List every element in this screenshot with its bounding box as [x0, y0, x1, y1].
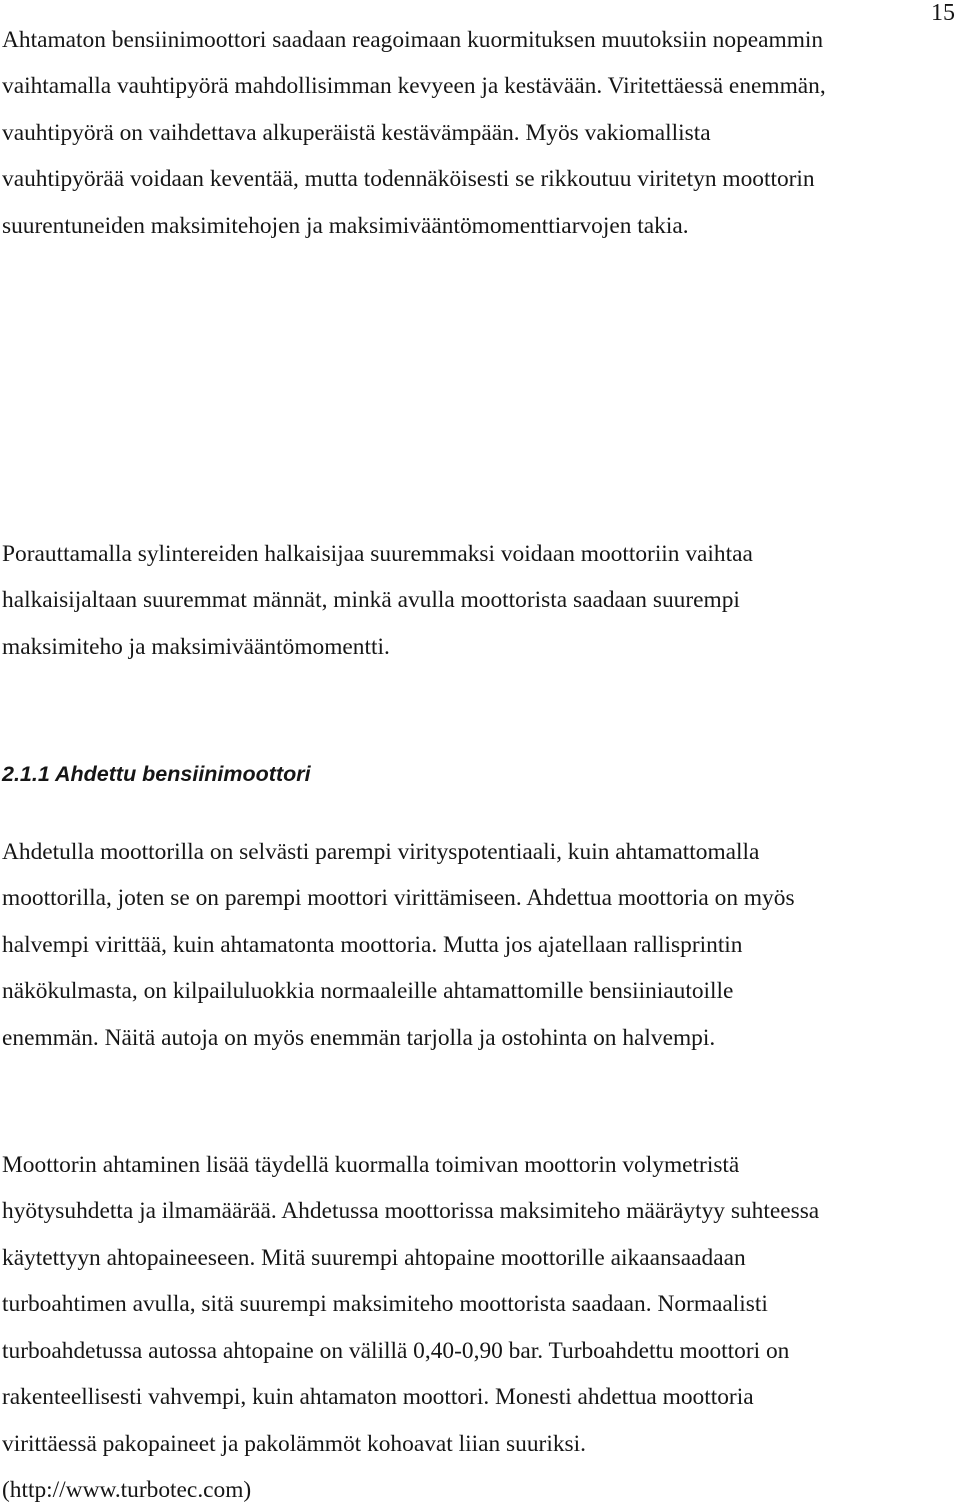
paragraph-4-line-5: turboahdetussa autossa ahtopaine on välillä 0,40-0,90 bar. Turboahdettu moottori on [2, 1338, 790, 1364]
paragraph-2-line-3: maksimiteho ja maksimivääntömomentti. [2, 634, 390, 660]
paragraph-4-line-7: virittäessä pakopaineet ja pakolämmöt kohoavat liian suuriksi. [2, 1431, 586, 1457]
paragraph-4-line-1: Moottorin ahtaminen lisää täydellä kuormalla toimivan moottorin volymetristä [2, 1152, 740, 1178]
paragraph-3-line-5: enemmän. Näitä autoja on myös enemmän tarjolla ja ostohinta on halvempi. [2, 1025, 716, 1051]
paragraph-1-line-3: vauhtipyörä on vaihdettava alkuperäistä kestävämpään. Myös vakiomallista [2, 120, 711, 146]
paragraph-1-line-1: Ahtamaton bensiinimoottori saadaan reagoimaan kuormituksen muutoksiin nopeammin [2, 27, 824, 53]
paragraph-1-line-2: vaihtamalla vauhtipyörä mahdollisimman kevyeen ja kestävään. Viritettäessä enemmän, [2, 73, 826, 99]
paragraph-4-line-6: rakenteellisesti vahvempi, kuin ahtamaton moottori. Monesti ahdettua moottoria [2, 1384, 754, 1410]
section-heading: 2.1.1 Ahdettu bensiinimoottori [2, 762, 311, 786]
paragraph-1-line-5: suurentuneiden maksimitehojen ja maksimivääntömomenttiarvojen takia. [2, 213, 689, 239]
page-number: 15 [931, 0, 955, 26]
paragraph-4-line-4: turboahtimen avulla, sitä suurempi maksimiteho moottorista saadaan. Normaalisti [2, 1291, 768, 1317]
paragraph-4-line-3: käytettyyn ahtopaineeseen. Mitä suurempi ahtopaine moottorille aikaansaadaan [2, 1245, 746, 1271]
paragraph-3-line-3: halvempi virittää, kuin ahtamatonta moottoria. Mutta jos ajatellaan rallisprintin [2, 932, 743, 958]
paragraph-2-line-1: Porauttamalla sylintereiden halkaisijaa suuremmaksi voidaan moottoriin vaihtaa [2, 541, 753, 567]
paragraph-3-line-2: moottorilla, joten se on parempi moottori virittämiseen. Ahdettua moottoria on myös [2, 885, 795, 911]
paragraph-2-line-2: halkaisijaltaan suuremmat männät, minkä avulla moottorista saadaan suurempi [2, 587, 740, 613]
paragraph-1-line-4: vauhtipyörää voidaan keventää, mutta todennäköisesti se rikkoutuu viritetyn moottorin [2, 166, 815, 192]
paragraph-3-line-1: Ahdetulla moottorilla on selvästi parempi virityspotentiaali, kuin ahtamattomalla [2, 839, 760, 865]
source-citation: (http://www.turbotec.com) [2, 1477, 252, 1503]
paragraph-4-line-2: hyötysuhdetta ja ilmamäärää. Ahdetussa moottorissa maksimiteho määräytyy suhteessa [2, 1198, 820, 1224]
paragraph-3-line-4: näkökulmasta, on kilpailuluokkia normaaleille ahtamattomille bensiiniautoille [2, 978, 734, 1004]
